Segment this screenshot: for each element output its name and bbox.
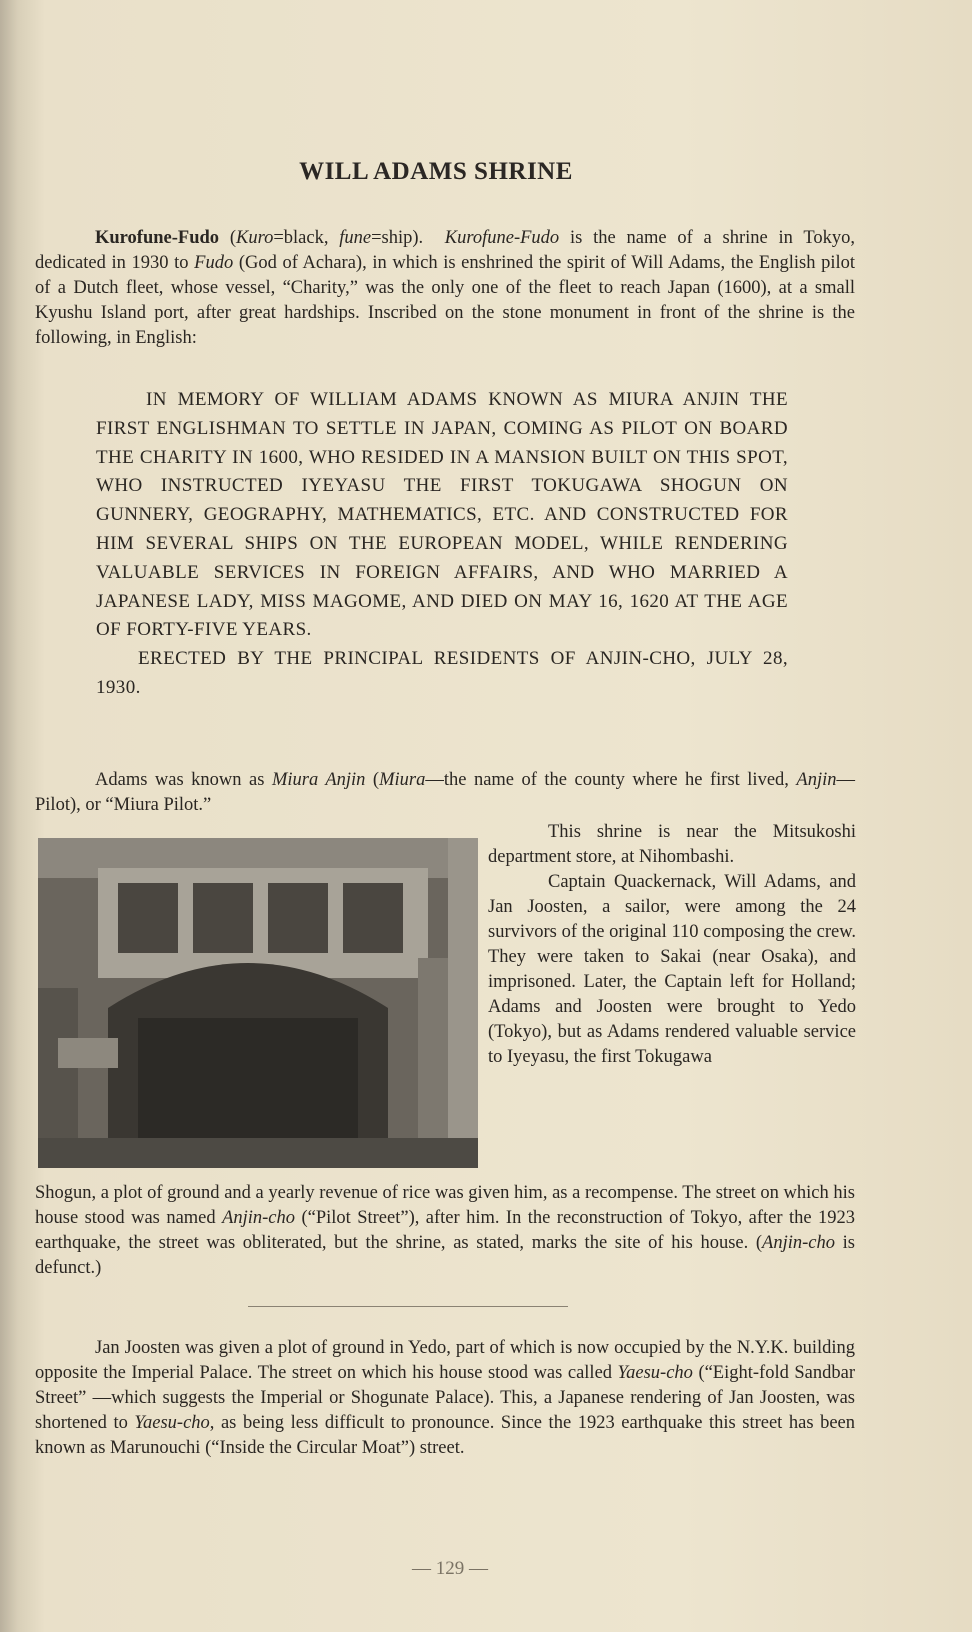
section-divider [248, 1306, 568, 1307]
shrine-photo-image [38, 838, 478, 1168]
side-column-text [488, 820, 856, 1070]
page-title: WILL ADAMS SHRINE [299, 158, 573, 185]
shrine-location-paragraph: This shrine is near the Mitsukoshi department store, at Nihombashi. [488, 822, 856, 867]
continued-paragraph: Shogun, a plot of ground and a yearly revenue of rice was given him, as a recompense. The street on which his house stood was named Anjin-cho (“Pilot Street”), after him. In the reconstruction of Tokyo, after the 1923 earthquake, the street was obliterated, but the shrine, as stated, marks the site of his house. (Anjin-cho is defunct.) [35, 1183, 855, 1278]
inscription-text: IN MEMORY OF WILLIAM ADAMS KNOWN AS MIURA ANJIN THE FIRST ENGLISHMAN TO SETTLE IN JAPAN, COMING AS PILOT ON BOARD THE CHARITY IN 1600, WHO RESIDED IN A MANSION BUILT ON THIS SPOT, WHO INSTRUCTED IYEYASU THE FIRST TOKUGAWA SHOGUN ON GUNNERY, GEOGRAPHY, MATHEMATICS, ETC. AND CONSTRUCTED FOR HIM SEVERAL SHIPS ON THE EUROPEAN MODEL, WHILE RENDERING VALUABLE SERVICES IN FOREIGN AFFAIRS, AND WHO MARRIED A JAPANESE LADY, MISS MAGOME, AND DIED ON MAY 16, 1620 AT THE AGE OF FORTY-FIVE YEARS. [96, 389, 788, 641]
joosten-paragraph: Jan Joosten was given a plot of ground in Yedo, part of which is now occupied by the N.Y.K. building opposite the Imperial Palace. The street on which his house stood was called Yaesu-cho (“Eight-fold Sandbar Street” —which suggests the Imperial or Shogunate Palace). This, a Japanese rendering of Jan Joosten, was shortened to Yaesu-cho, as being less difficult to pronounce. Since the 1923 earthquake this street has been known as Marunouchi (“Inside the Circular Moat”) street. [35, 1338, 855, 1458]
memorial-inscription [96, 386, 788, 703]
page-number: — 129 — [412, 1558, 488, 1579]
intro-paragraph: Kurofune-Fudo (Kuro=black, fune=ship). Kurofune-Fudo is the name of a shrine in Tokyo, dedicated in 1930 to Fudo (God of Achara), in which is enshrined the spirit of Will Adams, the English pilot of a Dutch fleet, whose vessel, “Charity,” was the only one of the fleet to reach Japan (1600), at a small Kyushu Island port, after great hardships. Inscribed on the stone monument in front of the shrine is the following, in English: [35, 228, 855, 348]
adams-paragraph: Adams was known as Miura Anjin (Miura—the name of the county where he first lived, Anjin—Pilot), or “Miura Pilot.” [35, 770, 855, 815]
erected-by-text: ERECTED BY THE PRINCIPAL RESIDENTS OF ANJIN-CHO, JULY 28, 1930. [96, 648, 788, 698]
term-kurofune-fudo: Kurofune-Fudo [95, 228, 220, 248]
shrine-photograph [38, 838, 478, 1168]
survivors-paragraph: Captain Quackernack, Will Adams, and Jan Joosten, a sailor, were among the 24 survivors of the original 110 composing the crew. They were taken to Sakai (near Osaka), and imprisoned. Later, the Captain left for Holland; Adams and Joosten were brought to Yedo (Tokyo), but as Adams rendered valuable service to Iyeyasu, the first Tokugawa [488, 872, 856, 1067]
